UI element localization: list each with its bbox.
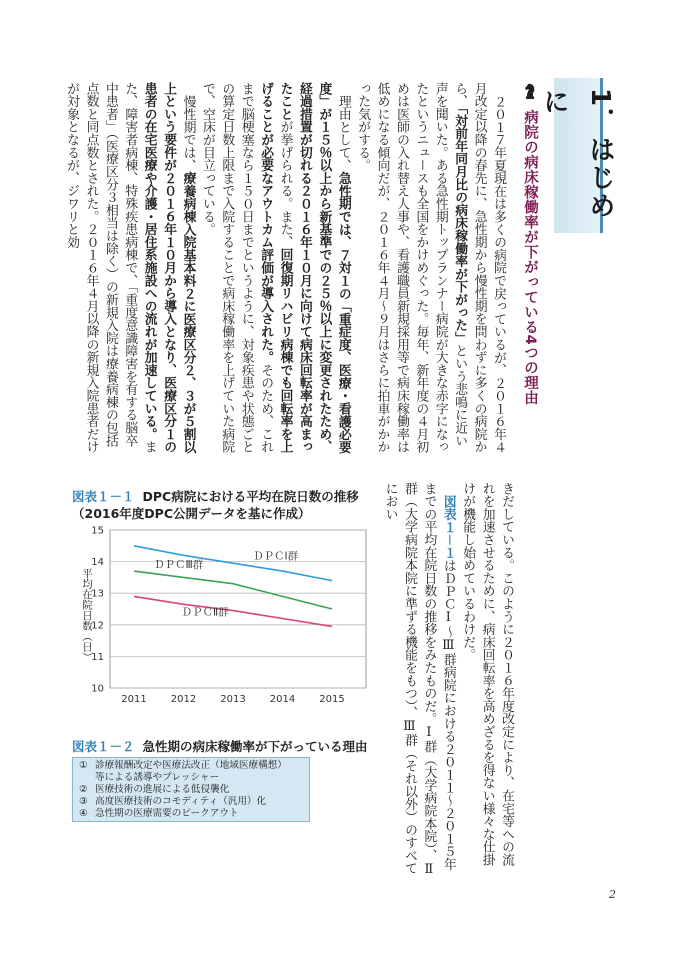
figure-2-number: 図表１－２: [72, 739, 135, 754]
figure-1-title: DPC病院における平均在院日数の推移（2016年度DPC公開データを基に作成）: [72, 489, 359, 521]
x-tick-label: 2013: [220, 694, 246, 705]
y-tick-label: 12: [91, 620, 104, 632]
y-tick-label: 14: [91, 557, 104, 569]
paragraph-5: 図表１－１はＤＰＣⅠ～Ⅲ群病院における２０１１～２０１５年までの平均在院日数の推移をみたものだ。Ⅰ群（大学病院本院）、Ⅱ群（大学病院本院に準ずる機能をもつ）、Ⅲ群（それ以外）のすべてにおい: [382, 482, 456, 877]
chess-knight-icon: [523, 82, 537, 100]
paragraph-4: きだしている。このように２０１６年度改定により、在宅等への流れを加速させるために、病床回転率を高めざるを得ない様々な仕掛けが機能し始めているわけだ。: [460, 482, 514, 866]
paragraph-2: 理由として、急性期では、７対１の「重症度、医療・看護必要度」が１５％以上から新基準での２５％以上に変更されたため、経過措置が切れる２０１６年１０月に向けて病床回転率が高まったことが挙げられる。また、回復期リハビリ病棟でも回転率を上げることが必要なアウトカム評価が導入された。そのため、これまで脳梗塞なら１５０日までというように、対象疾患や状態ごとの算定日数上限まで入院することで病床稼働率を上げていた病院で、空床が目立っている。: [199, 82, 351, 454]
section-heading: [520, 82, 540, 412]
series-label: ＤＰＣⅡ群: [181, 606, 229, 619]
reason-item: ④ 急性期の医療需要のピークアウト: [79, 808, 239, 819]
chapter-title: 1．はじめに: [539, 88, 615, 221]
series-label: ＤＰＣⅢ群: [154, 559, 204, 572]
x-tick-label: 2012: [170, 694, 197, 705]
reason-item: 等による誘導やプレッシャー: [95, 772, 220, 783]
section-heading-text: 病院の病床稼働率が下がっている4つの理由: [522, 109, 538, 406]
reason-item: ② 医療技術の進展による低侵襲化: [79, 784, 230, 795]
figure-2-title: 急性期の病床稼働率が下がっている理由: [142, 739, 368, 754]
figure-1-caption: [72, 488, 392, 522]
y-tick-label: 10: [91, 683, 104, 695]
x-tick-label: 2011: [121, 694, 147, 705]
plot-frame: [110, 530, 366, 688]
y-axis-label: 平均在院日数（日）: [81, 568, 93, 663]
body-text-top: [64, 82, 508, 454]
paragraph-1: ２０１７年夏現在は多くの病院で戻っているが、２０１６年４月改定以降の春先に、急性期から慢性期を問わずに多くの病院から、「対前年同月比の病床稼働率が下がった」という悲鳴に近い声を聞いた。ある急性期トップランナー病院が大きな赤字になったというニュースも全国をかけめぐった。毎年、新年度の４月初めは医師の入れ替え人事や、看護職員新規採用等で病床稼働率は低めになる傾向だが、２０１６年４月～９月はさらに拍車がかかった気がする。: [355, 82, 506, 454]
page-number: 2: [609, 888, 616, 901]
series-label: ＤＰＣⅠ群: [253, 550, 299, 563]
length-of-stay-line-chart: [70, 525, 370, 718]
x-tick-label: 2014: [269, 694, 296, 705]
y-tick-label: 13: [91, 588, 104, 600]
x-tick-label: 2015: [319, 694, 345, 705]
figure-1-number: 図表１－１: [72, 489, 135, 504]
chapter-title-box: [539, 78, 615, 233]
paragraph-3: 慢性期では、療養病棟入院基本料２に医療区分２、３が５割以上という要件が２０１６年１０月から導入となり、医療区分１の患者の在宅医療や介護・居住系施設への流れが加速している。また、障害者病棟、特殊疾患病棟で、「重度意識障害を有する脳卒中患者」（医療区分３相当は除く）の新規入院は療養病棟の包括点数と同点数とされた。２０１６年４月以降の新規入院患者だけが対象となるが、ジワリと効: [64, 82, 196, 454]
figure-reference: 図表１－１: [440, 494, 456, 559]
figure-2-caption: [72, 738, 392, 755]
y-tick-label: 11: [91, 651, 104, 663]
reasons-box: [72, 757, 310, 822]
y-tick-label: 15: [91, 525, 104, 537]
reason-item: ① 診療報酬改定や医療法改正（地域医療構想）: [79, 760, 287, 771]
body-text-right: [382, 482, 516, 877]
reason-item: ③ 高度医療技術のコモディティ（汎用）化: [79, 796, 267, 807]
